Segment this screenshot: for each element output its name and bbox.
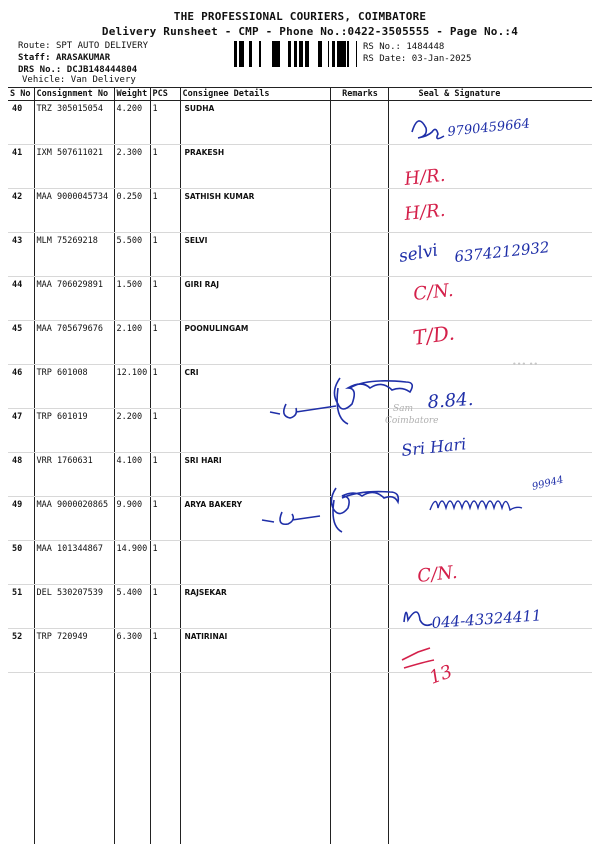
cell-consignee <box>180 409 330 453</box>
handwritten-phone-40: 9790459664 <box>447 116 531 140</box>
cell-consignee: ARYA BAKERY <box>180 497 330 541</box>
cell-sno: 42 <box>8 189 34 233</box>
cell-consignment: DEL 530207539 <box>34 585 114 629</box>
cell-remarks <box>330 541 388 585</box>
staff-value: ARASAKUMAR <box>56 53 110 63</box>
handwritten-remark-45: T/D. <box>411 320 456 350</box>
barcode-bar <box>305 41 308 67</box>
cell-consignee: SUDHA <box>180 101 330 145</box>
col-header-consignment: Consignment No <box>34 88 114 101</box>
cell-consignee: CRI <box>180 365 330 409</box>
cell-pcs: 1 <box>150 497 180 541</box>
route-label: Route: <box>18 41 51 51</box>
cell-pcs: 1 <box>150 145 180 189</box>
handwritten-phone-43: 6374212932 <box>454 238 551 266</box>
cell-sno: 44 <box>8 277 34 321</box>
barcode-bar <box>341 41 342 67</box>
barcode-bar <box>344 41 346 67</box>
route-line <box>18 40 148 52</box>
cell-consignment: MAA 101344867 <box>34 541 114 585</box>
barcode-bar <box>340 41 341 67</box>
cell-signature <box>388 585 592 629</box>
cell-weight: 6.300 <box>114 629 150 673</box>
col-header-signature: Seal & Signature <box>388 88 592 101</box>
cell-signature <box>388 409 592 453</box>
cell-consignee: SATHISH KUMAR <box>180 189 330 233</box>
cell-pcs: 1 <box>150 453 180 497</box>
cell-sno: 43 <box>8 233 34 277</box>
rs-no-label: RS No.: <box>363 42 401 52</box>
cell-sno: 49 <box>8 497 34 541</box>
cell-consignment: MAA 9000020865 <box>34 497 114 541</box>
table-row <box>8 145 592 189</box>
barcode-bar <box>241 41 243 67</box>
table-row <box>8 453 592 497</box>
cell-weight: 2.300 <box>114 145 150 189</box>
table-row <box>8 233 592 277</box>
rs-date-line <box>363 53 471 65</box>
col-header-pcs: PCS <box>150 88 180 101</box>
barcode-bar <box>289 41 291 67</box>
cell-sno: 41 <box>8 145 34 189</box>
cell-consignment: TRP 601008 <box>34 365 114 409</box>
table-header-row <box>8 88 592 101</box>
cell-signature <box>388 189 592 233</box>
cell-remarks <box>330 409 388 453</box>
runsheet-subtitle: Delivery Runsheet - CMP - Phone No.:0422-3505555 - Page No.:4 <box>0 25 600 38</box>
barcode-bar <box>249 41 252 67</box>
cell-sno: 50 <box>8 541 34 585</box>
barcode-bar <box>259 41 261 67</box>
barcode-bar <box>319 41 322 67</box>
cell-signature <box>388 453 592 497</box>
cell-pcs: 1 <box>150 277 180 321</box>
cell-remarks <box>330 145 388 189</box>
barcode-bar <box>332 41 334 67</box>
empty-cell <box>180 673 330 844</box>
cell-signature <box>388 101 592 145</box>
handwritten-note-49: 99944 <box>531 475 565 493</box>
cell-consignment: MAA 9000045734 <box>34 189 114 233</box>
cell-weight: 0.250 <box>114 189 150 233</box>
cell-signature <box>388 233 592 277</box>
empty-cell <box>388 673 592 844</box>
cell-weight: 12.100 <box>114 365 150 409</box>
cell-remarks <box>330 585 388 629</box>
cell-weight: 5.400 <box>114 585 150 629</box>
table-row <box>8 365 592 409</box>
stamp-text-1: Sam <box>393 404 413 414</box>
cell-signature <box>388 277 592 321</box>
col-header-remarks: Remarks <box>330 88 388 101</box>
cell-remarks <box>330 321 388 365</box>
cell-remarks <box>330 101 388 145</box>
drs-value: DCJB148444804 <box>67 65 137 75</box>
cell-signature <box>388 321 592 365</box>
cell-consignment: MLM 75269218 <box>34 233 114 277</box>
table-row <box>8 629 592 673</box>
table-row <box>8 541 592 585</box>
empty-cell <box>34 673 114 844</box>
cell-weight: 1.500 <box>114 277 150 321</box>
handwritten-remark-51: C/N. <box>416 562 458 587</box>
handwritten-remark-41: H/R. <box>402 165 446 190</box>
handwritten-name-48: Sri Hari <box>400 434 467 460</box>
empty-row-space <box>8 673 592 844</box>
cell-weight: 4.200 <box>114 101 150 145</box>
faint-stamp-mark: ••• •• <box>512 360 538 369</box>
cell-consignee: SELVI <box>180 233 330 277</box>
cell-sno: 45 <box>8 321 34 365</box>
cell-signature <box>388 497 592 541</box>
empty-cell <box>330 673 388 844</box>
cell-pcs: 1 <box>150 189 180 233</box>
barcode-bar <box>300 41 303 67</box>
rs-date-label: RS Date: <box>363 54 406 64</box>
barcode-image <box>232 41 359 67</box>
cell-signature <box>388 541 592 585</box>
rs-no-line <box>363 41 444 53</box>
cell-signature <box>388 365 592 409</box>
col-header-weight: Weight <box>114 88 150 101</box>
cell-consignment: TRZ 305015054 <box>34 101 114 145</box>
route-value: SPT AUTO DELIVERY <box>56 41 148 51</box>
cell-pcs: 1 <box>150 233 180 277</box>
barcode-bar <box>342 41 343 67</box>
barcode-bar <box>272 41 275 67</box>
handwritten-count: 13 <box>427 661 456 689</box>
table-row <box>8 321 592 365</box>
staff-label: Staff: <box>18 53 51 63</box>
cell-pcs: 1 <box>150 629 180 673</box>
table-row <box>8 497 592 541</box>
barcode-bar <box>243 41 244 67</box>
cell-remarks <box>330 189 388 233</box>
cell-signature <box>388 629 592 673</box>
table-row <box>8 189 592 233</box>
cell-pcs: 1 <box>150 321 180 365</box>
cell-consignee: NATIRINAI <box>180 629 330 673</box>
cell-remarks <box>330 629 388 673</box>
cell-consignment: MAA 705679676 <box>34 321 114 365</box>
drs-label: DRS No.: <box>18 65 61 75</box>
cell-consignee <box>180 541 330 585</box>
handwritten-remark-42: H/R. <box>402 200 446 225</box>
barcode-bar <box>308 41 309 67</box>
cell-consignee: GIRI RAJ <box>180 277 330 321</box>
cell-remarks <box>330 365 388 409</box>
table-row <box>8 277 592 321</box>
stamp-text-2: Coimbatore <box>385 416 439 426</box>
cell-weight: 14.900 <box>114 541 150 585</box>
barcode-bar <box>337 41 340 67</box>
handwritten-note-47: 8.84. <box>427 389 474 413</box>
cell-sno: 40 <box>8 101 34 145</box>
col-header-sno: S No <box>8 88 34 101</box>
cell-consignee: SRI HARI <box>180 453 330 497</box>
cell-weight: 2.200 <box>114 409 150 453</box>
runsheet-table <box>8 87 592 844</box>
rs-no-value: 1484448 <box>406 42 444 52</box>
vehicle-line <box>22 74 136 86</box>
cell-weight: 2.100 <box>114 321 150 365</box>
cell-consignee: POONULINGAM <box>180 321 330 365</box>
cell-pcs: 1 <box>150 541 180 585</box>
empty-cell <box>114 673 150 844</box>
table-row <box>8 409 592 453</box>
vehicle-value: Van Delivery <box>71 75 136 85</box>
table-row <box>8 585 592 629</box>
cell-signature <box>388 145 592 189</box>
rs-date-value: 03-Jan-2025 <box>412 54 472 64</box>
barcode-bar <box>347 41 349 67</box>
barcode-bar <box>294 41 297 67</box>
barcode-bar <box>356 41 357 67</box>
cell-remarks <box>330 277 388 321</box>
table-row <box>8 101 592 145</box>
cell-pcs: 1 <box>150 409 180 453</box>
cell-sno: 48 <box>8 453 34 497</box>
barcode-bar <box>328 41 329 67</box>
barcode-bar <box>343 41 344 67</box>
cell-consignment: MAA 706029891 <box>34 277 114 321</box>
handwritten-name-43: selvi <box>397 240 439 267</box>
cell-pcs: 1 <box>150 585 180 629</box>
cell-sno: 51 <box>8 585 34 629</box>
cell-consignment: TRP 720949 <box>34 629 114 673</box>
empty-cell <box>150 673 180 844</box>
cell-pcs: 1 <box>150 101 180 145</box>
cell-weight: 9.900 <box>114 497 150 541</box>
barcode-bar <box>288 41 289 67</box>
barcode-bar <box>234 41 237 67</box>
barcode-bar <box>318 41 319 67</box>
cell-remarks <box>330 233 388 277</box>
empty-cell <box>8 673 34 844</box>
cell-consignment: VRR 1760631 <box>34 453 114 497</box>
cell-consignment: IXM 507611021 <box>34 145 114 189</box>
cell-consignment: TRP 601019 <box>34 409 114 453</box>
barcode-bar <box>278 41 280 67</box>
cell-sno: 46 <box>8 365 34 409</box>
barcode-bar <box>334 41 335 67</box>
staff-line <box>18 52 110 64</box>
col-header-consignee: Consignee Details <box>180 88 330 101</box>
handwritten-phone-52: 044-43324411 <box>431 606 542 632</box>
cell-sno: 52 <box>8 629 34 673</box>
barcode-bar <box>239 41 241 67</box>
barcode-bar <box>299 41 300 67</box>
runsheet-title: THE PROFESSIONAL COURIERS, COIMBATORE <box>0 10 600 23</box>
vehicle-label: Vehicle: <box>22 75 65 85</box>
cell-remarks <box>330 453 388 497</box>
cell-sno: 47 <box>8 409 34 453</box>
cell-pcs: 1 <box>150 365 180 409</box>
cell-weight: 4.100 <box>114 453 150 497</box>
barcode-bar <box>275 41 278 67</box>
cell-consignee: RAJSEKAR <box>180 585 330 629</box>
cell-weight: 5.500 <box>114 233 150 277</box>
cell-consignee: PRAKESH <box>180 145 330 189</box>
cell-remarks <box>330 497 388 541</box>
handwritten-remark-44: C/N. <box>412 280 454 305</box>
